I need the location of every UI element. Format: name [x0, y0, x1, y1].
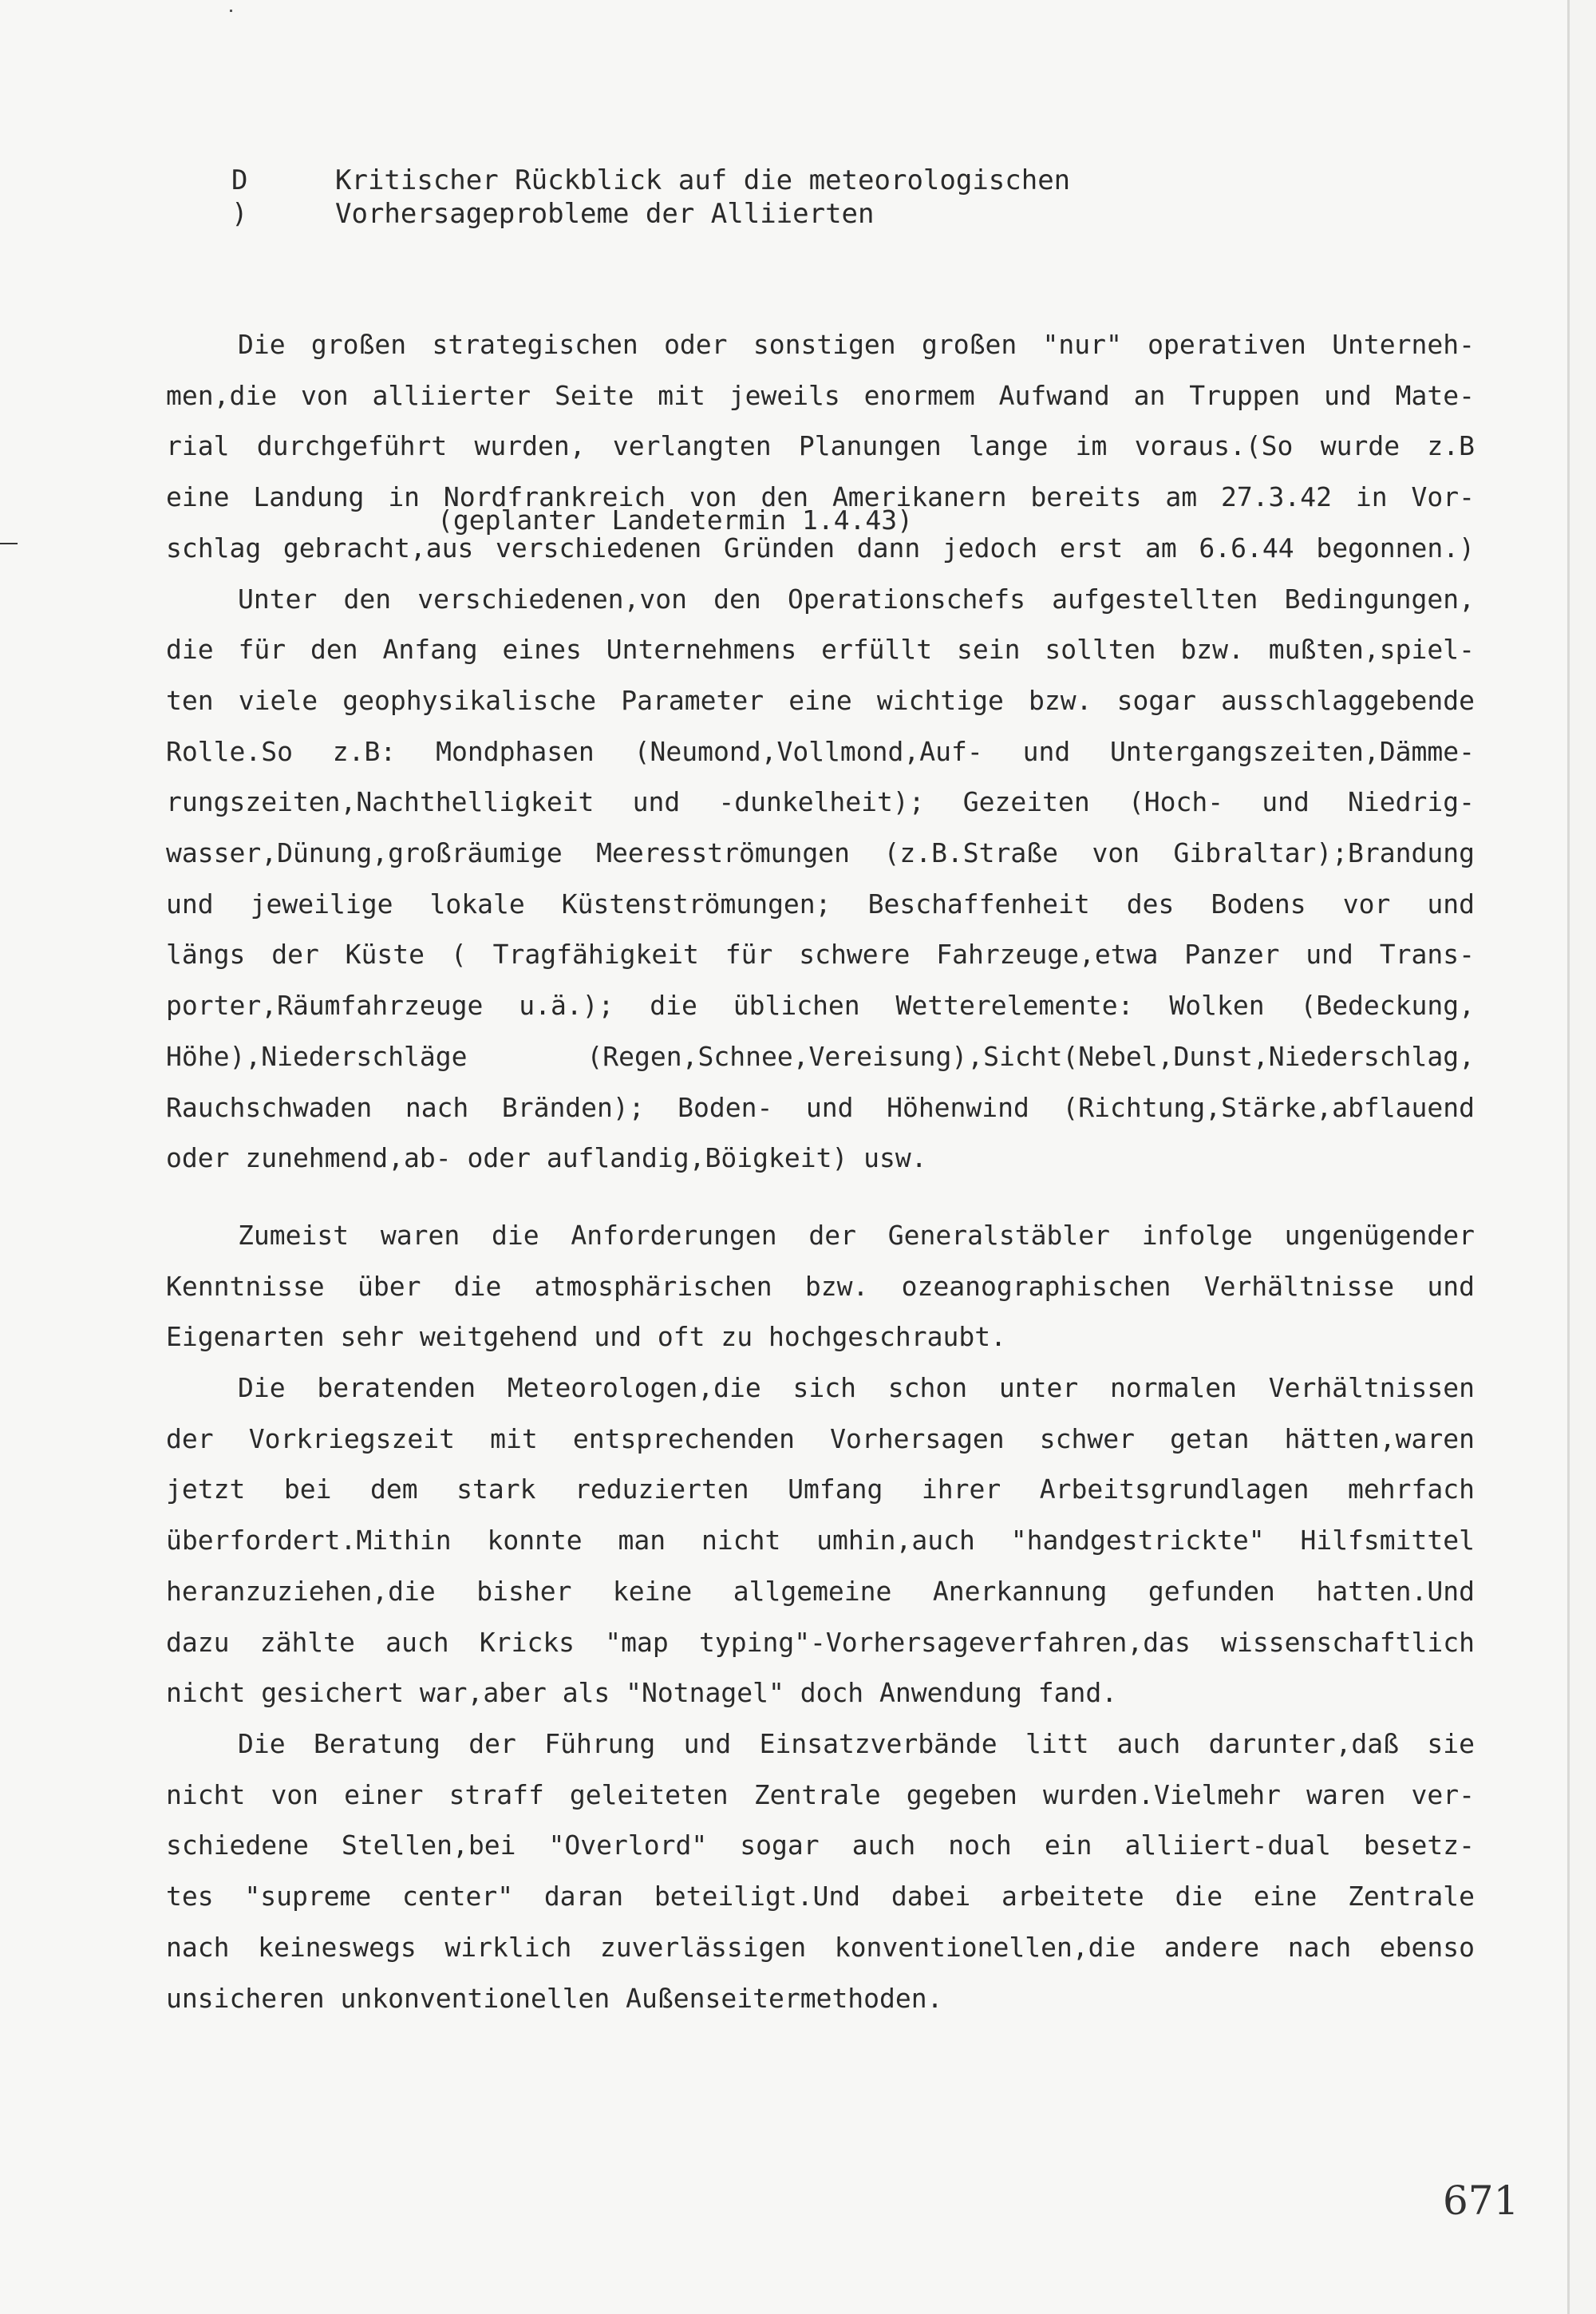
paragraph-1: [166, 319, 1475, 574]
text-line: der Vorkriegszeit mit entsprechenden Vorhersagen schwer getan hätten,waren: [166, 1422, 1475, 1454]
text-line: nicht von einer straff geleiteten Zentrale gegeben wurden.Vielmehr waren ver-: [166, 1778, 1475, 1810]
text-line: Eigenarten sehr weitgehend und oft zu hochgeschraubt.: [166, 1321, 1006, 1353]
text-line: Höhe),Niederschläge (Regen,Schnee,Vereisung),Sicht(Nebel,Dunst,Niederschlag,: [166, 1040, 1475, 1072]
text-line: wasser,Dünung,großräumige Meeresströmungen (z.B.Straße von Gibraltar);Brandung: [166, 837, 1475, 869]
interlinear-annotation: (geplanter Landetermin 1.4.43): [437, 504, 914, 536]
text-line: Die beratenden Meteorologen,die sich schon unter normalen Verhältnissen: [238, 1372, 1475, 1404]
margin-edge-mark: [0, 543, 18, 544]
section-title-line-1: Kritischer Rückblick auf die meteorologischen: [335, 164, 1071, 196]
text-line: rial durchgeführt wurden, verlangten Planungen lange im voraus.(So wurde z.B: [166, 430, 1475, 462]
body-text: [166, 319, 1475, 2023]
text-line: Rolle.So z.B: Mondphasen (Neumond,Vollmond,Auf- und Untergangszeiten,Dämme-: [166, 735, 1475, 767]
section-title: [335, 164, 1070, 231]
text-line: eine Landung in Nordfrankreich von den Amerikanern bereits am 27.3.42 in Vor-: [166, 481, 1475, 513]
paragraph-4: [166, 1363, 1475, 1719]
text-line: überfordert.Mithin konnte man nicht umhin,auch "handgestrickte" Hilfsmittel: [166, 1525, 1475, 1557]
text-line: und jeweilige lokale Küstenströmungen; Beschaffenheit des Bodens vor und: [166, 888, 1475, 920]
text-line: tes "supreme center" daran beteiligt.Und dabei arbeitete die eine Zentrale: [166, 1881, 1475, 1913]
text-line: dazu zählte auch Kricks "map typing"-Vorhersageverfahren,das wissenschaftlich: [166, 1626, 1475, 1658]
text-line: Die Beratung der Führung und Einsatzverbände litt auch darunter,daß sie: [238, 1727, 1475, 1759]
text-line: nicht gesichert war,aber als "Notnagel" doch Anwendung fand.: [166, 1677, 1118, 1709]
paragraph-3: [166, 1210, 1475, 1363]
text-line: Kenntnisse über die atmosphärischen bzw. ozeanographischen Verhältnisse und: [166, 1270, 1475, 1302]
section-title-line-2: Vorhersageprobleme der Alliierten: [335, 198, 875, 230]
text-line: unsicheren unkonventionellen Außenseitermethoden.: [166, 1982, 943, 2014]
text-line: oder zunehmend,ab- oder auflandig,Böigkeit) usw.: [166, 1142, 927, 1174]
section-label: D ): [231, 164, 248, 230]
page-number: 671: [1443, 2178, 1519, 2224]
paragraph-2: [166, 574, 1475, 1184]
text-line: Rauchschwaden nach Bränden); Boden- und Höhenwind (Richtung,Stärke,abflauend: [166, 1091, 1475, 1123]
text-line: rungszeiten,Nachthelligkeit und -dunkelheit); Gezeiten (Hoch- und Niedrig-: [166, 786, 1475, 818]
text-line: Die großen strategischen oder sonstigen großen "nur" operativen Unterneh-: [238, 329, 1475, 360]
text-line: heranzuziehen,die bisher keine allgemeine Anerkannung gefunden hatten.Und: [166, 1575, 1475, 1607]
text-line: jetzt bei dem stark reduzierten Umfang ihrer Arbeitsgrundlagen mehrfach: [166, 1473, 1475, 1505]
text-line: nach keineswegs wirklich zuverlässigen konventionellen,die andere nach ebenso: [166, 1931, 1475, 1963]
stray-dot-mark: [230, 10, 232, 12]
paragraph-gap: [166, 1184, 1475, 1210]
text-line: Unter den verschiedenen,von den Operationschefs aufgestellten Bedingungen,: [238, 583, 1475, 615]
text-line: Zumeist waren die Anforderungen der Generalstäbler infolge ungenügender: [238, 1219, 1475, 1251]
text-line: schiedene Stellen,bei "Overlord" sogar auch noch ein alliiert-dual besetz-: [166, 1829, 1475, 1861]
text-line: ten viele geophysikalische Parameter eine wichtige bzw. sogar ausschlaggebende: [166, 684, 1475, 716]
text-line: porter,Räumfahrzeuge u.ä.); die üblichen Wetterelemente: Wolken (Bedeckung,: [166, 990, 1475, 1022]
paragraph-5: [166, 1719, 1475, 2023]
text-line: längs der Küste ( Tragfähigkeit für schwere Fahrzeuge,etwa Panzer und Trans-: [166, 939, 1475, 971]
text-line: schlag gebracht,aus verschiedenen Gründen dann jedoch erst am 6.6.44 begonnen.): [166, 532, 1475, 564]
text-line: die für den Anfang eines Unternehmens erfüllt sein sollten bzw. mußten,spiel-: [166, 634, 1475, 666]
text-line: men,die von alliierter Seite mit jeweils enormem Aufwand an Truppen und Mate-: [166, 379, 1475, 411]
